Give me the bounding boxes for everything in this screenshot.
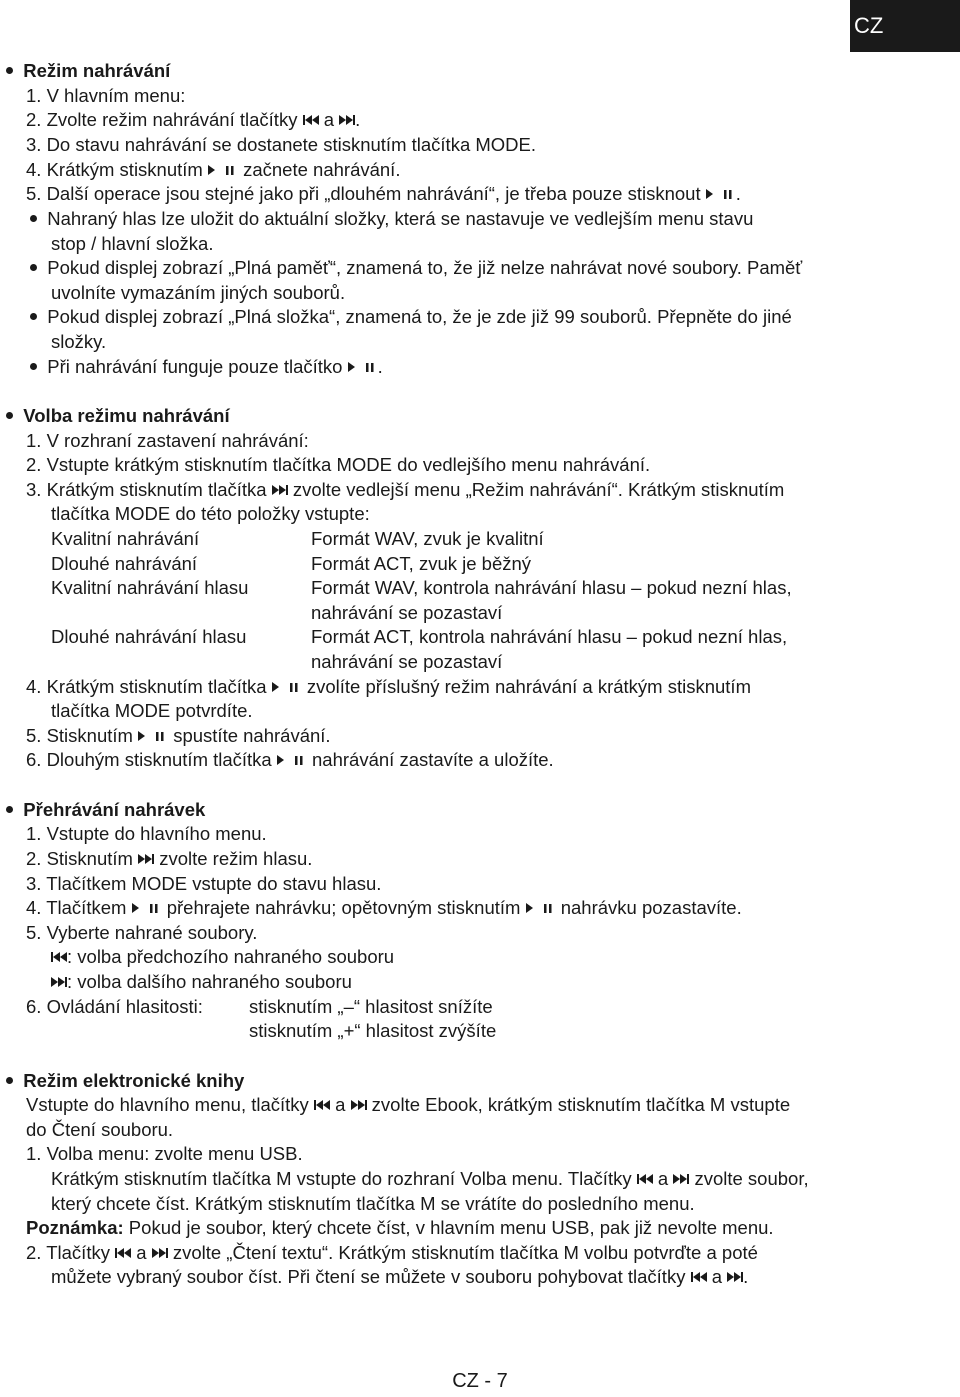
play-pause-icon	[272, 681, 302, 693]
mode-description: Formát ACT, zvuk je běžný	[311, 553, 532, 574]
bullet-icon	[30, 215, 37, 222]
text-line: 3. Do stavu nahrávání se dostanete stisknutím tlačítka MODE.	[26, 134, 537, 155]
section-ebook-heading: Režim elektronické knihy	[6, 1069, 244, 1094]
text-line: : volba předchozího nahraného souboru	[51, 945, 394, 970]
text-line: 4. Krátkým stisknutím začnete nahrávání.	[26, 159, 401, 180]
text-line: 2. Tlačítky a zvolte „Čtení textu“. Krátkým stisknutím tlačítka M volbu potvrďte a poté	[26, 1242, 758, 1263]
text-line: který chcete číst. Krátkým stisknutím tlačítka M se vrátíte do posledního menu.	[51, 1193, 695, 1214]
text-line: 3. Krátkým stisknutím tlačítka zvolte vedlejší menu „Režim nahrávání“. Krátkým stisknutím	[26, 479, 785, 500]
text-line: 6. Dlouhým stisknutím tlačítka nahrávání zastavíte a uložíte.	[26, 749, 554, 770]
text-line: 1. Volba menu: zvolte menu USB.	[26, 1143, 303, 1164]
text-line: tlačítka MODE potvrdíte.	[51, 700, 253, 721]
section-recording-mode-heading: Režim nahrávání	[6, 59, 170, 84]
bullet-icon	[30, 363, 37, 370]
next-icon	[351, 1099, 367, 1111]
bullet-item: Pokud displej zobrazí „Plná paměť“, znamená to, že již nelze nahrávat nové soubory. Paměť	[30, 256, 802, 281]
next-icon	[727, 1271, 743, 1283]
language-badge: CZ	[850, 0, 960, 52]
play-pause-icon	[208, 164, 238, 176]
mode-name: Dlouhé nahrávání	[51, 553, 198, 574]
text-line: stisknutím „–“ hlasitost snížíte	[249, 996, 493, 1017]
previous-icon	[303, 114, 319, 126]
next-icon	[138, 853, 154, 865]
text-line: Krátkým stisknutím tlačítka M vstupte do rozhraní Volba menu. Tlačítky a zvolte soubor,	[51, 1168, 809, 1189]
next-icon	[51, 976, 67, 988]
bullet-icon	[6, 806, 13, 813]
text-line: uvolníte vymazáním jiných souborů.	[51, 282, 346, 303]
text-line: do Čtení souboru.	[26, 1119, 174, 1140]
mode-description: Formát WAV, zvuk je kvalitní	[311, 528, 544, 549]
text-line: 6. Ovládání hlasitosti:	[26, 996, 203, 1017]
play-pause-icon	[277, 754, 307, 766]
text-line: můžete vybraný soubor číst. Při čtení se můžete v souboru pohybovat tlačítky a .	[51, 1266, 749, 1287]
text-line: 5. Vyberte nahrané soubory.	[26, 922, 258, 943]
mode-description: Formát ACT, kontrola nahrávání hlasu – pokud nezní hlas,	[311, 626, 788, 647]
previous-icon	[637, 1173, 653, 1185]
note-line: Poznámka: Pokud je soubor, který chcete číst, v hlavním menu USB, pak již nevolte menu.	[26, 1217, 774, 1238]
text-line: 4. Krátkým stisknutím tlačítka zvolíte příslušný režim nahrávání a krátkým stisknutím	[26, 676, 751, 697]
next-icon	[339, 114, 355, 126]
page-number: CZ - 7	[452, 1370, 508, 1392]
text-line: 3. Tlačítkem MODE vstupte do stavu hlasu.	[26, 873, 382, 894]
bullet-item: Pokud displej zobrazí „Plná složka“, znamená to, že je zde již 99 souborů. Přepněte do jiné	[30, 305, 792, 330]
play-pause-icon	[132, 902, 162, 914]
text-line: 2. Zvolte režim nahrávání tlačítky a .	[26, 109, 361, 130]
text-line: 5. Stisknutím spustíte nahrávání.	[26, 725, 331, 746]
next-icon	[272, 484, 288, 496]
text-line: 1. V rozhraní zastavení nahrávání:	[26, 430, 309, 451]
bullet-icon	[6, 67, 13, 74]
text-line: stop / hlavní složka.	[51, 233, 214, 254]
text-line: 1. V hlavním menu:	[26, 85, 186, 106]
section-playback-heading: Přehrávání nahrávek	[6, 798, 205, 823]
play-pause-icon	[138, 730, 168, 742]
text-line: 2. Stisknutím zvolte režim hlasu.	[26, 848, 313, 869]
mode-name: Dlouhé nahrávání hlasu	[51, 626, 247, 647]
text-line: stisknutím „+“ hlasitost zvýšíte	[249, 1020, 497, 1041]
note-label: Poznámka:	[26, 1217, 124, 1238]
next-icon	[673, 1173, 689, 1185]
mode-name: Kvalitní nahrávání hlasu	[51, 577, 249, 598]
mode-description-cont: nahrávání se pozastaví	[311, 602, 503, 623]
bullet-icon	[6, 412, 13, 419]
mode-name: Kvalitní nahrávání	[51, 528, 200, 549]
bullet-icon	[30, 313, 37, 320]
text-line: : volba dalšího nahraného souboru	[51, 970, 352, 995]
play-pause-icon	[526, 902, 556, 914]
text-line: Vstupte do hlavního menu, tlačítky a zvolte Ebook, krátkým stisknutím tlačítka M vstupte	[26, 1094, 791, 1115]
text-line: složky.	[51, 331, 107, 352]
bullet-icon	[30, 264, 37, 271]
bullet-item: Nahraný hlas lze uložit do aktuální složky, která se nastavuje ve vedlejším menu stavu	[30, 207, 753, 232]
bullet-item: Při nahrávání funguje pouze tlačítko .	[30, 355, 383, 380]
text-line: 4. Tlačítkem přehrajete nahrávku; opětovným stisknutím nahrávku pozastavíte.	[26, 897, 742, 918]
mode-description: Formát WAV, kontrola nahrávání hlasu – pokud nezní hlas,	[311, 577, 792, 598]
play-pause-icon	[348, 361, 378, 373]
previous-icon	[691, 1271, 707, 1283]
previous-icon	[115, 1247, 131, 1259]
text-line: 2. Vstupte krátkým stisknutím tlačítka MODE do vedlejšího menu nahrávání.	[26, 454, 651, 475]
bullet-icon	[6, 1077, 13, 1084]
play-pause-icon	[706, 188, 736, 200]
text-line: tlačítka MODE do této položky vstupte:	[51, 503, 370, 524]
mode-description-cont: nahrávání se pozastaví	[311, 651, 503, 672]
section-mode-selection-heading: Volba režimu nahrávání	[6, 404, 230, 429]
text-line: 1. Vstupte do hlavního menu.	[26, 823, 267, 844]
text-line: 5. Další operace jsou stejné jako při „dlouhém nahrávání“, je třeba pouze stisknout .	[26, 183, 741, 204]
next-icon	[152, 1247, 168, 1259]
previous-icon	[314, 1099, 330, 1111]
previous-icon	[51, 951, 67, 963]
